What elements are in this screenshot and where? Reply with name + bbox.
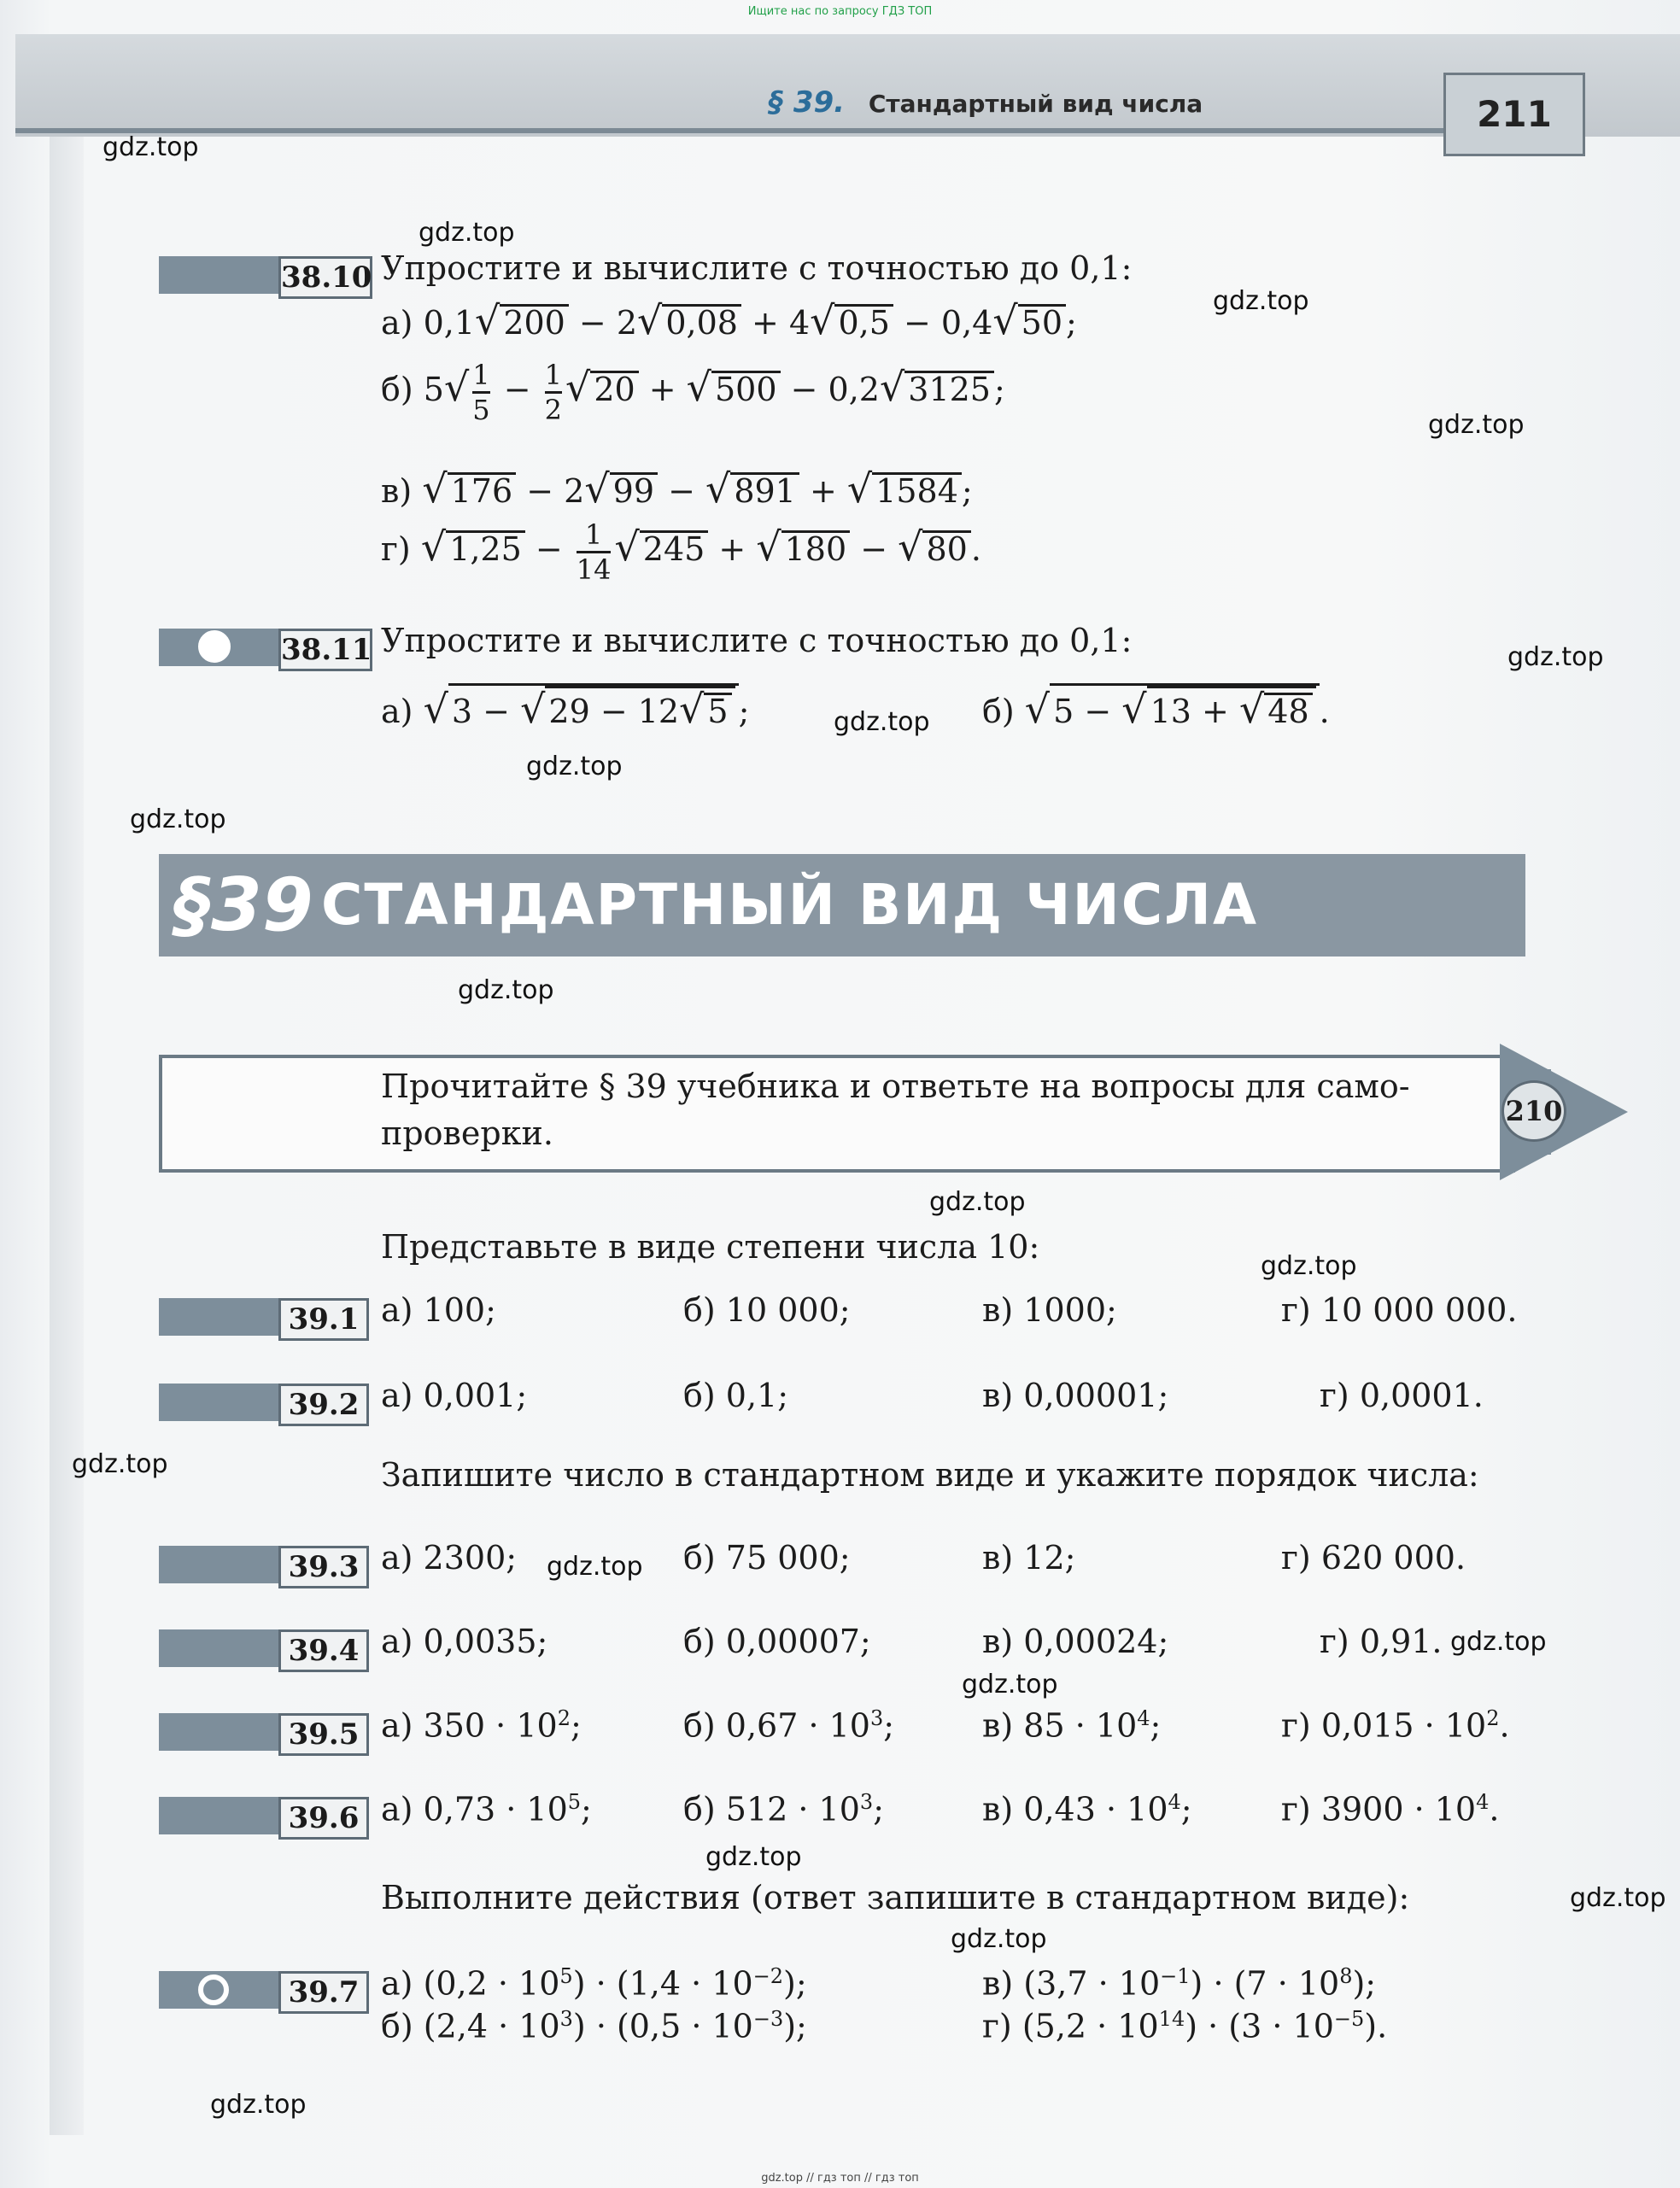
- difficulty-ring-icon: [198, 1974, 229, 2005]
- exercise-number-39-2: 39.2: [278, 1384, 369, 1426]
- exercise-number-39-1: 39.1: [278, 1298, 369, 1341]
- watermark: gdz.top: [210, 2090, 307, 2120]
- item-39-2-b: б) 0,1;: [683, 1377, 789, 1414]
- item-39-2-d: г) 0,0001.: [1320, 1377, 1484, 1414]
- exercise-number-39-4: 39.4: [278, 1629, 369, 1672]
- expr-38-10-d: г) √ 1,25 − $\frac{1}{14}$ √ 245 + √ 180 − √ 80 .: [381, 518, 981, 586]
- top-link[interactable]: Ищите нас по запросу ГДЗ ТОП: [747, 5, 933, 18]
- item-39-1-c: в) 1000;: [982, 1291, 1117, 1329]
- watermark: gdz.top: [929, 1187, 1026, 1217]
- watermark: gdz.top: [962, 1670, 1058, 1700]
- item-39-3-c: в) 12;: [982, 1539, 1076, 1577]
- left-margin-strip: [50, 137, 84, 2135]
- item-39-1-d: г) 10 000 000.: [1281, 1291, 1518, 1329]
- header-divider: [15, 128, 1450, 133]
- watermark: gdz.top: [1570, 1883, 1666, 1913]
- item-39-2-c: в) 0,00001;: [982, 1377, 1169, 1414]
- item-39-6-d: г) $3900 \cdot 10^4$.: [1281, 1790, 1500, 1828]
- exercise-number-39-5: 39.5: [278, 1713, 369, 1756]
- item-39-5-b: б) $0,67 \cdot 10^3$;: [683, 1706, 895, 1745]
- running-head: [769, 85, 1203, 120]
- reading-line-2: проверки.: [381, 1114, 553, 1152]
- expr-38-11-a: а) √ 3 − √ 29 − 12√ 5 ;: [381, 683, 749, 732]
- item-39-6-c: в) $0,43 \cdot 10^4$;: [982, 1790, 1192, 1828]
- item-39-5-d: г) $0,015 \cdot 10^2$.: [1281, 1706, 1510, 1745]
- item-39-1-b: б) 10 000;: [683, 1291, 851, 1329]
- item-39-7-a: а) $(0,2 \cdot 10^5) \cdot (1,4 \cdot 10^{-2})$;: [381, 1964, 807, 2003]
- exercise-bar: [159, 1713, 287, 1751]
- item-label: в): [381, 472, 413, 510]
- exercise-bar: [159, 1384, 287, 1421]
- prompt-power10: Представьте в виде степени числа 10:: [381, 1228, 1040, 1266]
- exercise-number-39-7: 39.7: [278, 1971, 369, 2014]
- exercise-bar: [159, 1298, 287, 1336]
- section-banner: [159, 854, 1525, 957]
- item-label: б): [381, 371, 413, 408]
- exercise-number-39-3: 39.3: [278, 1546, 369, 1588]
- watermark: gdz.top: [1507, 642, 1604, 672]
- bottom-link[interactable]: gdz.top // гдз топ // гдз топ: [761, 2172, 919, 2185]
- exercise-task: Упростите и вычислите с точностью до 0,1:: [381, 622, 1133, 659]
- item-39-5-a: а) $350 \cdot 10^2$;: [381, 1706, 582, 1745]
- expr-38-10-c: в) √ 176 − 2√ 99 − √ 891 + √ 1584 ;: [381, 465, 973, 512]
- exercise-task: Упростите и вычислите с точностью до 0,1:: [381, 249, 1133, 287]
- exercise-bar: [159, 1546, 287, 1583]
- item-label: г): [381, 530, 411, 568]
- item-39-1-a: а) 100;: [381, 1291, 496, 1329]
- item-39-7-c: в) $(3,7 \cdot 10^{-1}) \cdot (7 \cdot 10^8)$;: [982, 1964, 1377, 2003]
- watermark: gdz.top: [1450, 1627, 1547, 1657]
- item-39-3-d: г) 620 000.: [1281, 1539, 1466, 1577]
- watermark: gdz.top: [1428, 410, 1525, 440]
- item-39-4-a: а) 0,0035;: [381, 1623, 548, 1660]
- exercise-bar: [159, 256, 287, 294]
- watermark: gdz.top: [1213, 286, 1309, 316]
- item-39-3-a: а) 2300;: [381, 1539, 518, 1577]
- watermark: gdz.top: [458, 975, 554, 1005]
- item-39-7-d: г) $(5,2 \cdot 10^{14}) \cdot (3 \cdot 10^{-5})$.: [982, 2007, 1388, 2045]
- textbook-page-ref[interactable]: 210: [1501, 1080, 1566, 1142]
- item-39-2-a: а) 0,001;: [381, 1377, 528, 1414]
- watermark: gdz.top: [72, 1449, 168, 1479]
- watermark: gdz.top: [526, 752, 623, 781]
- page-number: 211: [1443, 73, 1585, 156]
- exercise-bar: [159, 1797, 287, 1834]
- watermark: gdz.top: [834, 707, 930, 737]
- exercise-bar: [159, 1629, 287, 1667]
- exercise-number-39-6: 39.6: [278, 1797, 369, 1840]
- watermark: gdz.top: [1261, 1251, 1357, 1281]
- watermark: gdz.top: [705, 1842, 802, 1872]
- exercise-number-38-10: 38.10: [278, 256, 372, 299]
- watermark: gdz.top: [547, 1552, 643, 1582]
- watermark: gdz.top: [419, 218, 515, 248]
- expr-38-10-a: а) 0,1√ 200 − 2√ 0,08 + 4√ 0,5 − 0,4√ 50 ;: [381, 297, 1077, 343]
- item-39-4-b: б) 0,00007;: [683, 1623, 871, 1660]
- item-39-4-d: г) 0,91.: [1320, 1623, 1443, 1660]
- watermark: gdz.top: [102, 132, 199, 162]
- section-symbol: §39: [174, 863, 313, 948]
- watermark: gdz.top: [951, 1924, 1047, 1954]
- item-39-6-b: б) $512 \cdot 10^3$;: [683, 1790, 884, 1828]
- section-title: СТАНДАРТНЫЙ ВИД ЧИСЛА: [321, 872, 1259, 938]
- prompt-standard: Запишите число в стандартном виде и укажите порядок числа:: [381, 1456, 1479, 1494]
- item-39-6-a: а) $0,73 \cdot 10^5$;: [381, 1790, 592, 1828]
- item-39-3-b: б) 75 000;: [683, 1539, 851, 1577]
- item-label: а): [381, 304, 413, 342]
- watermark: gdz.top: [130, 804, 226, 834]
- running-head-section: § 39.: [769, 85, 846, 120]
- running-head-title: Стандартный вид числа: [868, 90, 1203, 118]
- item-label: а): [381, 693, 413, 730]
- exercise-number-38-11: 38.11: [278, 629, 372, 671]
- item-39-5-c: в) $85 \cdot 10^4$;: [982, 1706, 1162, 1745]
- item-39-7-b: б) $(2,4 \cdot 10^3) \cdot (0,5 \cdot 10^{-3})$;: [381, 2007, 807, 2045]
- expr-38-11-b: б) √ 5 − √ 13 + √ 48 .: [982, 683, 1330, 732]
- item-39-4-c: в) 0,00024;: [982, 1623, 1169, 1660]
- expr-38-10-b: б) 5√ $\frac{1}{5}$ − $\frac{1}{2}$ √ 20 + √ 500 − 0,2√ 3125 ;: [381, 359, 1005, 426]
- reading-line-1: Прочитайте § 39 учебника и ответьте на вопросы для само-: [381, 1068, 1410, 1105]
- difficulty-circle-icon: [198, 630, 231, 663]
- prompt-actions: Выполните действия (ответ запишите в стандартном виде):: [381, 1879, 1410, 1916]
- item-label: б): [982, 693, 1015, 730]
